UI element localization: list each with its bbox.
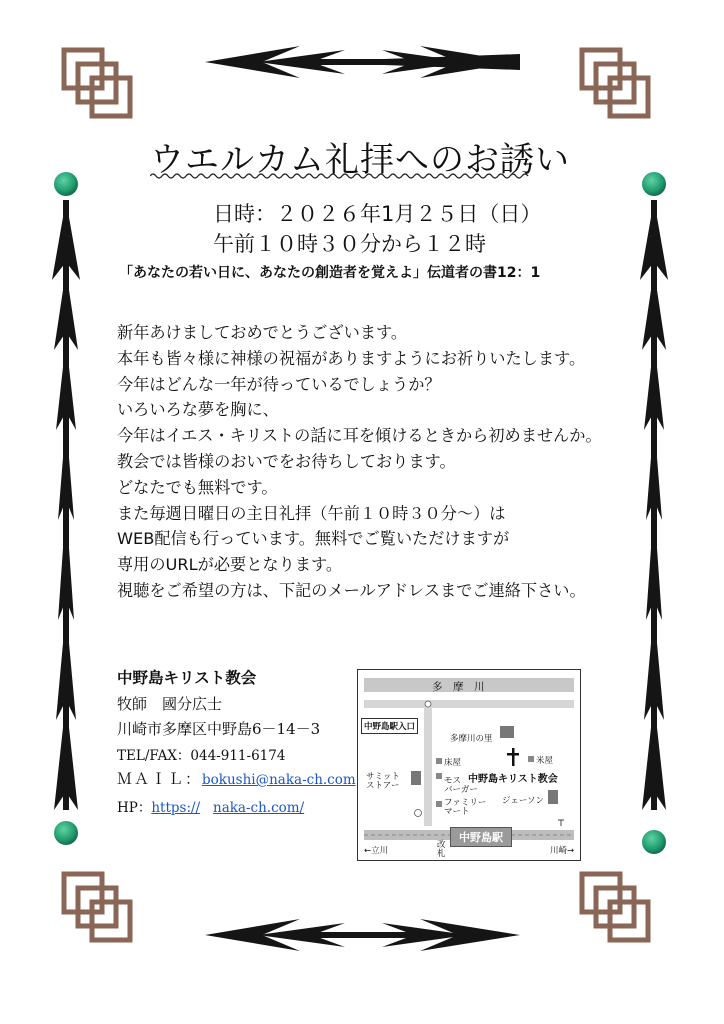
right-zigzag-border <box>640 200 668 810</box>
map-family-line: ファミリー <box>444 798 487 808</box>
map-jason: ジェーソン <box>502 796 544 806</box>
corner-motif-top-right <box>582 50 648 116</box>
body-line: 教会では皆様のおいでをお待ちしております。 <box>117 451 456 471</box>
church-telfax: TEL/FAX：044-911-6174 <box>117 748 286 764</box>
body-line: 新年あけましておめでとうございます。 <box>117 323 408 342</box>
map-kaisatsu-line: 改 <box>437 840 446 850</box>
mail-label: ＭＡＩＬ： <box>117 770 203 788</box>
map-building-jason <box>548 790 558 804</box>
map-komeya: 米屋 <box>536 756 554 766</box>
body-line: 専用のURLが必要となります。 <box>117 555 343 575</box>
map-mos-line: モス <box>444 776 462 786</box>
top-arrow-ornament <box>205 46 520 78</box>
teal-dot-bottom-right <box>642 830 666 854</box>
map-building-summit <box>411 771 421 785</box>
hp-link-domain[interactable]: naka-ch.com/ <box>213 800 305 816</box>
mail-row <box>117 768 356 789</box>
body-line: 今年はイエス・キリストの話に耳を傾けるときから初めませんか。 <box>117 426 602 446</box>
pastor-name: 牧師 國分広士 <box>117 695 223 713</box>
body-line: また毎週日曜日の主日礼拝（午前１０時３０分～）は <box>117 503 506 523</box>
map-marker-family <box>436 801 442 807</box>
corner-motif-bottom-left <box>64 874 130 940</box>
map-mos-line: バーガー <box>444 785 478 795</box>
teal-dot-bottom-left <box>54 821 78 845</box>
mail-link[interactable]: bokushi@naka-ch.com <box>202 772 356 788</box>
corner-motif-top-left <box>64 50 130 116</box>
body-line: いろいろな夢を胸に、 <box>117 400 279 420</box>
page-title: ウエルカム礼拝へのお誘い <box>150 140 570 180</box>
map-family-line: マート <box>444 807 470 817</box>
map-marker-mos <box>436 773 442 779</box>
teal-dot-top-right <box>642 172 666 196</box>
church-address: 川崎市多摩区中野島6－14－3 <box>117 720 321 738</box>
map-marker-komeya <box>528 756 534 762</box>
left-zigzag-border <box>52 200 80 810</box>
map-kawasaki: 川崎→ <box>550 846 575 856</box>
map-familymart <box>444 799 486 817</box>
teal-dot-top-left <box>54 172 78 196</box>
map-tokoya: 床屋 <box>444 758 462 768</box>
map-summit <box>366 773 400 791</box>
map-river-label: 多 摩 川 <box>432 681 485 693</box>
map-kaisatsu <box>437 841 446 859</box>
event-date: 日時：２０２６年1月２５日（日） <box>213 202 542 226</box>
map-tachikawa: ←立川 <box>364 846 389 856</box>
church-name: 中野島キリスト教会 <box>117 668 257 687</box>
map-station-label: 中野島駅 <box>450 827 512 847</box>
event-time: 午前１０時３０分から１２時 <box>213 232 486 256</box>
map-kaisatsu-line: 札 <box>437 849 446 859</box>
body-line: 本年も皆々様に神様の祝福がありますようにお祈りいたします。 <box>117 348 586 368</box>
hp-label: HP： <box>117 800 152 816</box>
map-church-label: 中野島キリスト教会 <box>468 774 558 785</box>
map-station-entrance: 中野島駅入口 <box>361 718 418 734</box>
map-summit-line: サミット <box>366 772 400 782</box>
map-tamagawa-sato: 多摩川の里 <box>450 734 493 744</box>
map-marker-tokoya <box>436 758 442 764</box>
bottom-arrow-ornament <box>205 919 520 951</box>
hp-link-scheme[interactable]: https:// <box>151 800 201 816</box>
body-line: 今年はどんな一年が待っているでしょうか？ <box>117 374 441 394</box>
body-line: WEB配信も行っています。無料でご覧いただけますが <box>117 529 510 549</box>
corner-motif-bottom-right <box>582 874 648 940</box>
map-building-tamagawa-sato <box>500 726 514 738</box>
body-line: 視聴をご希望の方は、下記のメールアドレスまでご連絡下さい。 <box>117 580 586 600</box>
hp-row <box>117 796 304 816</box>
invitation-body <box>117 320 602 604</box>
body-line: どなたでも無料です。 <box>117 477 278 497</box>
bible-verse: 「あなたの若い日に、あなたの創造者を覚えよ」伝道者の書12：1 <box>119 265 541 281</box>
title-wavy-underline <box>150 172 530 180</box>
map-summit-line: ストアー <box>366 781 400 791</box>
access-map <box>357 669 581 861</box>
